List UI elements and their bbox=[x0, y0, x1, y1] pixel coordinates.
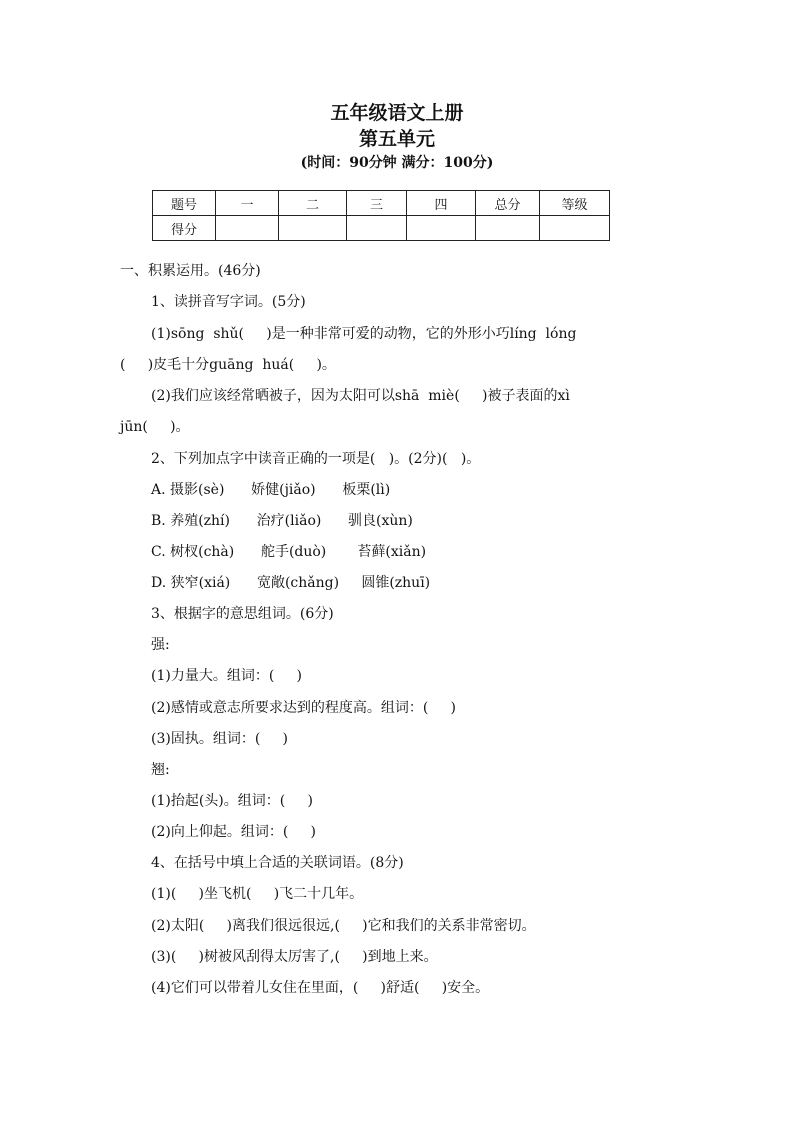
character-label: 翘: bbox=[151, 762, 170, 778]
score-input-cell[interactable] bbox=[347, 216, 407, 241]
option-d: D. 狭窄(xiá) 宽敞(chǎng) 圆锥(zhuī) bbox=[151, 575, 431, 591]
score-input-cell[interactable] bbox=[279, 216, 347, 241]
score-input-cell[interactable] bbox=[476, 216, 540, 241]
question-line: (2)太阳( )离我们很远很远,( )它和我们的关系非常密切。 bbox=[151, 918, 536, 934]
question-heading: 4、在括号中填上合适的关联词语。(8分) bbox=[151, 855, 404, 871]
unit-title: 第五单元 bbox=[358, 128, 435, 150]
option-a: A. 摄影(sè) 娇健(jiǎo) 板栗(lì) bbox=[151, 482, 391, 498]
option-b: B. 养殖(zhí) 治疗(liǎo) 驯良(xùn) bbox=[151, 513, 413, 529]
score-cell: 总分 bbox=[476, 191, 540, 216]
question-heading: 1、读拼音写字词。(5分) bbox=[151, 294, 306, 310]
score-cell: 等级 bbox=[540, 191, 610, 216]
option-c: C. 树杈(chà) 舵手(duò) 苔藓(xiǎn) bbox=[151, 544, 427, 560]
score-cell: 三 bbox=[347, 191, 407, 216]
score-table-score-row bbox=[153, 216, 610, 241]
question-line: (2)向上仰起。组词：( ) bbox=[151, 824, 317, 840]
character-label: 强: bbox=[151, 637, 170, 653]
question-line: (3)( )树被风刮得太厉害了,( )到地上来。 bbox=[151, 949, 438, 965]
question-line: ( )皮毛十分guāng huá( )。 bbox=[120, 357, 336, 373]
question-line: (2)我们应该经常晒被子，因为太阳可以shā miè( )被子表面的xì bbox=[151, 388, 570, 404]
question-line: (2)感情或意志所要求达到的程度高。组词：( ) bbox=[151, 700, 457, 716]
score-input-cell[interactable] bbox=[540, 216, 610, 241]
score-table bbox=[152, 190, 610, 241]
score-cell: 二 bbox=[279, 191, 347, 216]
score-cell: 一 bbox=[216, 191, 279, 216]
score-cell: 得分 bbox=[153, 216, 216, 241]
question-line: (4)它们可以带着儿女住在里面，( )舒适( )安全。 bbox=[151, 980, 490, 996]
score-input-cell[interactable] bbox=[216, 216, 279, 241]
question-line: (1)( )坐飞机( )飞二十几年。 bbox=[151, 886, 364, 902]
question-line: (3)固执。组词：( ) bbox=[151, 731, 289, 747]
section-heading: 一、积累运用。(46分) bbox=[120, 263, 261, 279]
exam-title: 五年级语文上册 bbox=[330, 102, 464, 124]
score-table-header-row bbox=[153, 191, 610, 216]
question-line: (1)抬起(头)。组词：( ) bbox=[151, 793, 313, 809]
score-cell: 题号 bbox=[153, 191, 216, 216]
question-line: (1)sōng shǔ( )是一种非常可爱的动物，它的外形小巧líng lóng bbox=[151, 326, 577, 342]
exam-meta: (时间：90分钟 满分：100分) bbox=[300, 155, 494, 171]
question-line: jūn( )。 bbox=[120, 419, 190, 435]
question-line: (1)力量大。组词：( ) bbox=[151, 668, 303, 684]
score-input-cell[interactable] bbox=[407, 216, 476, 241]
question-heading: 3、根据字的意思组词。(6分) bbox=[151, 606, 334, 622]
score-cell: 四 bbox=[407, 191, 476, 216]
question-heading: 2、下列加点字中读音正确的一项是( )。(2分)( )。 bbox=[151, 451, 481, 467]
